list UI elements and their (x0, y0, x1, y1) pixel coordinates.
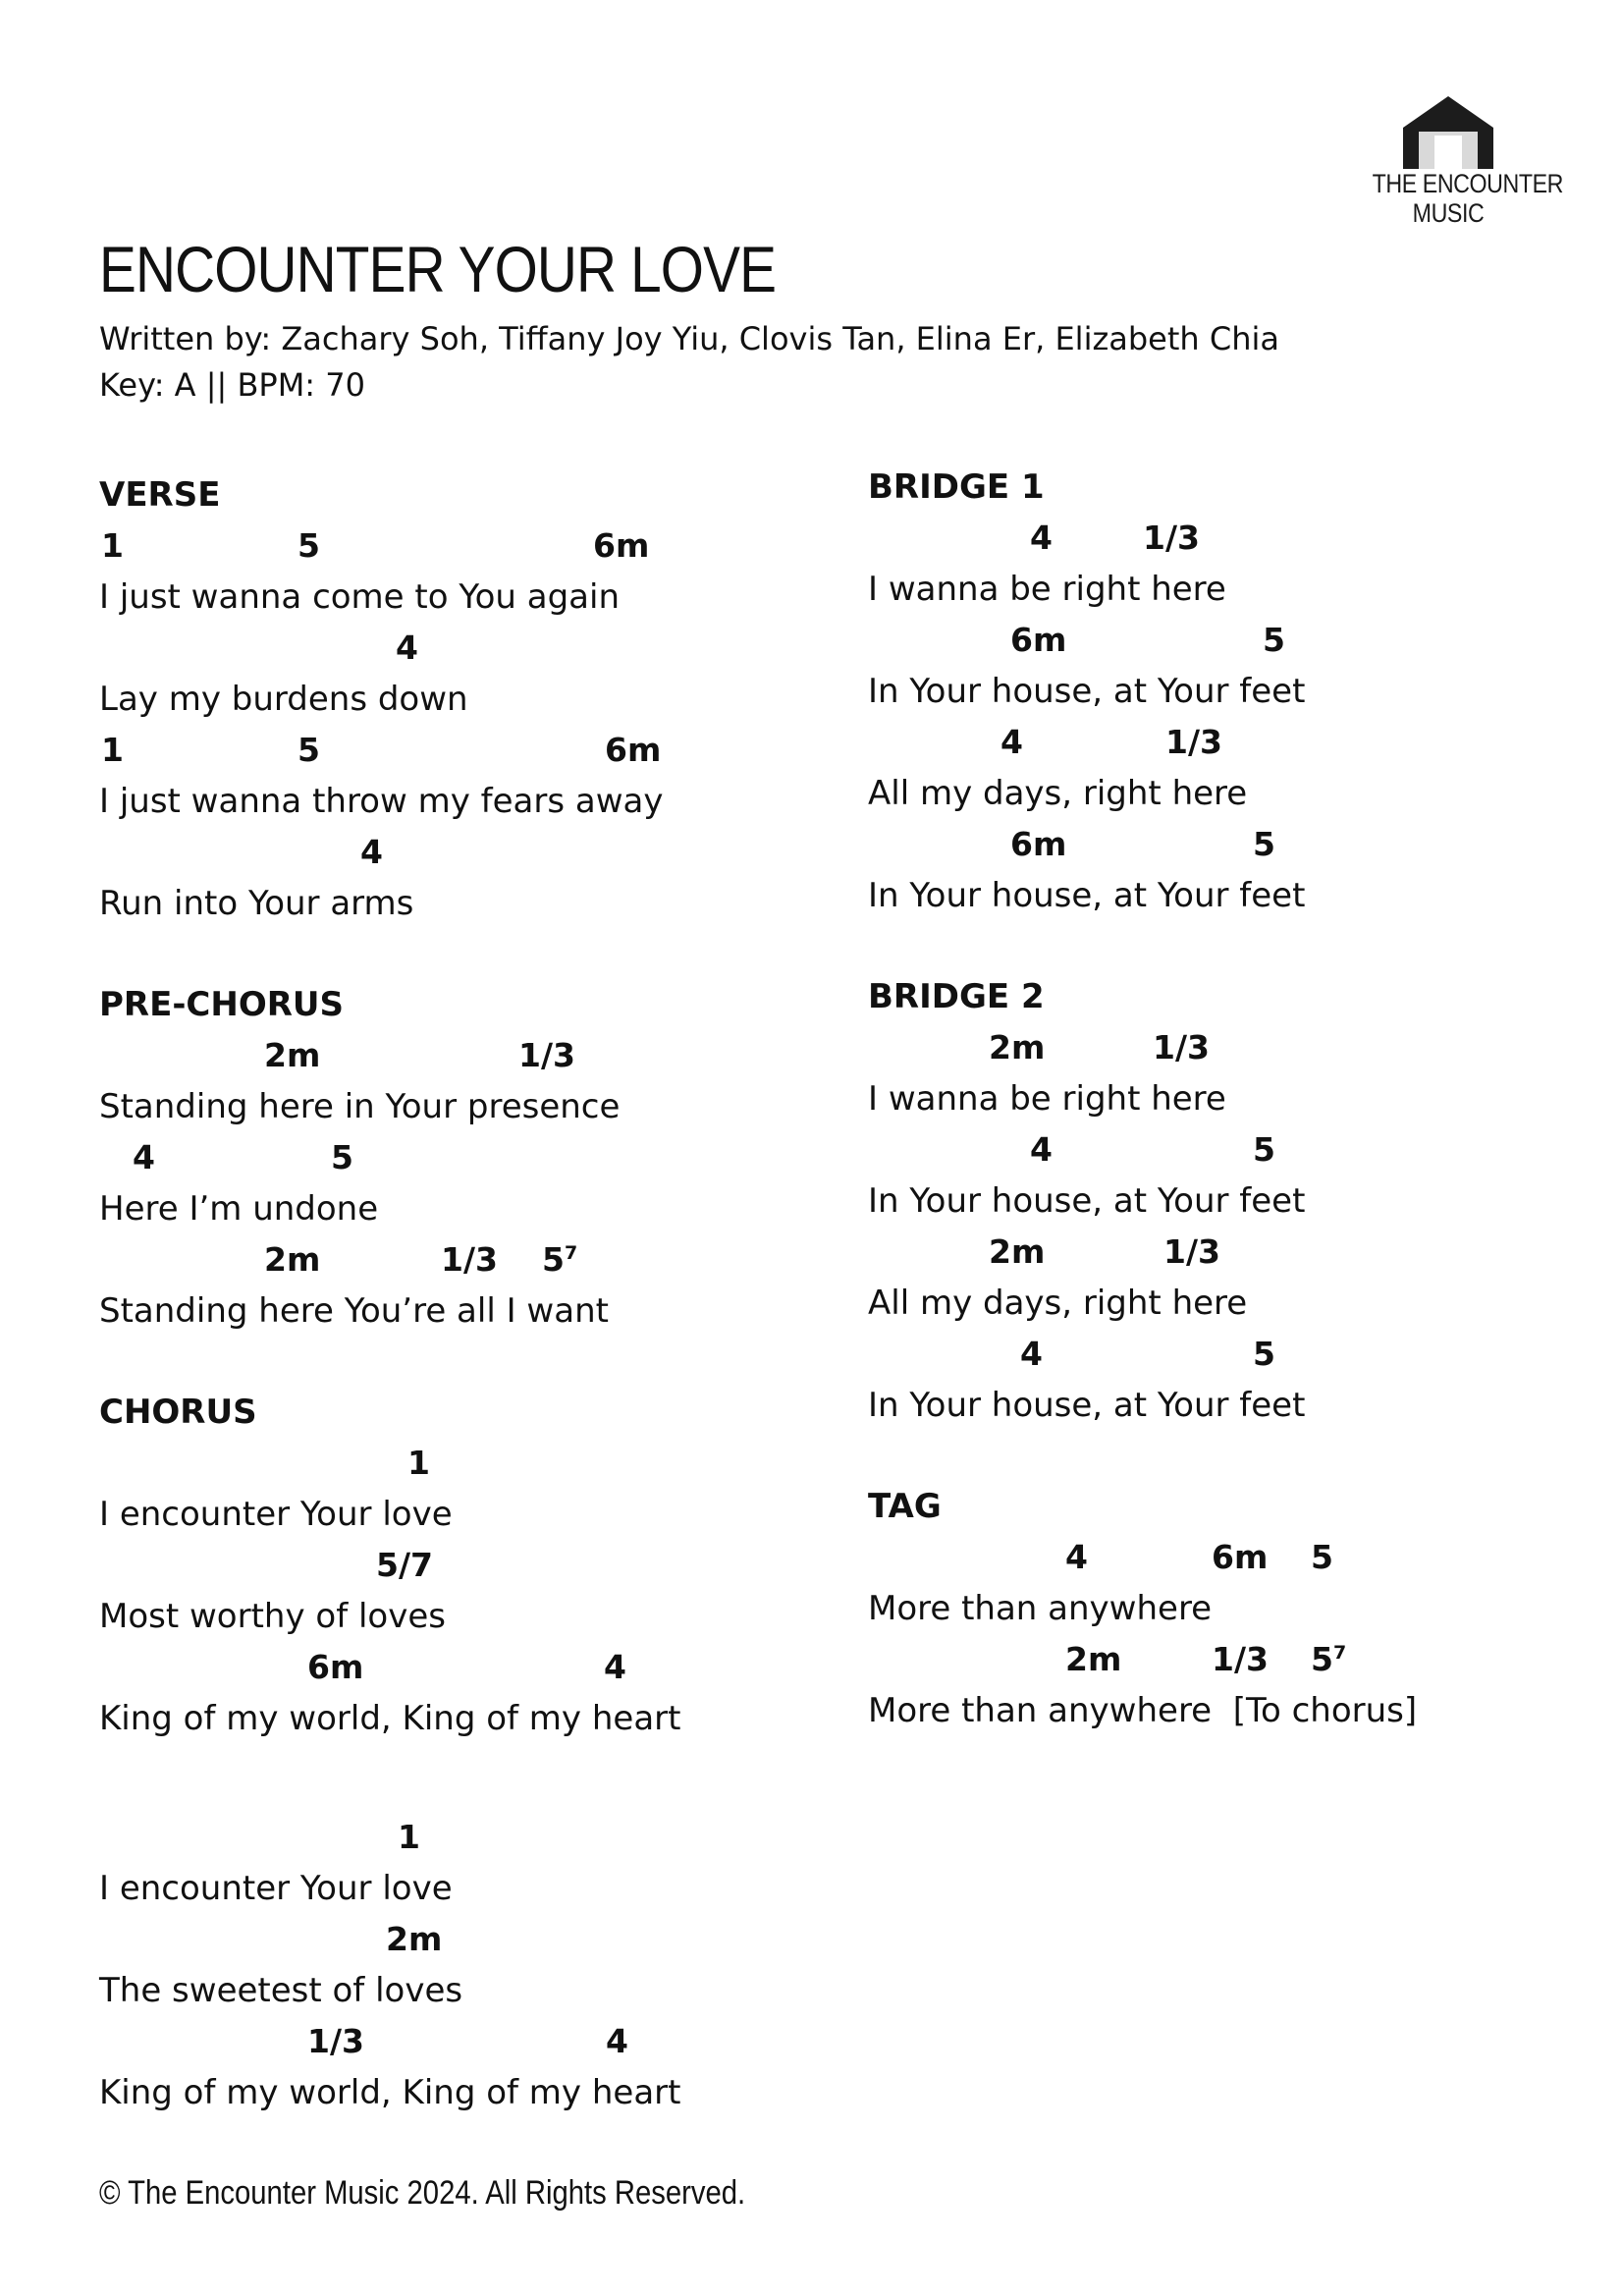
chord-row (99, 1540, 845, 1591)
chord-row (868, 513, 1614, 564)
right-column (868, 462, 1614, 1736)
key-and-bpm: Key: A || BPM: 70 (99, 366, 365, 404)
chord: 4 (1030, 519, 1053, 557)
chord-row (99, 1234, 845, 1285)
lyric-line: Standing here You’re all I want (99, 1291, 609, 1331)
chord: 5 (1263, 621, 1285, 659)
chord-row (868, 819, 1614, 870)
lyric-line: Lay my burdens down (99, 680, 468, 719)
chord-superscript: 7 (564, 1242, 578, 1264)
chord-row (868, 1329, 1614, 1380)
chord: 1/3 (1153, 1028, 1210, 1066)
section-title-verse: VERSE (99, 475, 221, 515)
chord: 5 (331, 1138, 353, 1176)
chord-root: 5 (1311, 1640, 1333, 1678)
chord: 4 (1020, 1335, 1043, 1373)
bridge1-section (868, 462, 1614, 921)
chord: 2m (989, 1028, 1046, 1066)
chord-row (99, 520, 845, 572)
lyric-line: King of my world, King of my heart (99, 2073, 681, 2112)
tag-section (868, 1481, 1614, 1736)
chord-row (868, 717, 1614, 768)
chord-row (868, 615, 1614, 666)
chord: 5 (1253, 825, 1275, 863)
chord-row (99, 1438, 845, 1489)
lyric-line: I just wanna throw my fears away (99, 782, 664, 821)
lyric-line: In Your house, at Your feet (868, 1386, 1306, 1425)
chord: 5/7 (376, 1546, 433, 1584)
section-title-chorus: CHORUS (99, 1393, 257, 1432)
chord: 2m (989, 1232, 1046, 1271)
chord: 6m (593, 526, 650, 565)
chord: 4 (360, 833, 383, 871)
songwriters: Written by: Zachary Soh, Tiffany Joy Yiu, Clovis Tan, Elina Er, Elizabeth Chia (99, 320, 1279, 357)
section-title-prechorus: PRE-CHORUS (99, 985, 345, 1024)
chord-row (99, 1914, 845, 1965)
chord: 6m (1212, 1538, 1269, 1576)
chord-superscript: 7 (1332, 1642, 1347, 1664)
lyric-line: Here I’m undone (99, 1189, 379, 1229)
chord: 1/3 (1165, 723, 1222, 761)
chord: 2m (386, 1920, 443, 1958)
lyric-line: Most worthy of loves (99, 1597, 446, 1636)
chord: 1/3 (307, 2022, 364, 2060)
lyric-line: More than anywhere [To chorus] (868, 1691, 1418, 1730)
lyric-line: The sweetest of loves (99, 1971, 463, 2010)
lyric-line: All my days, right here (868, 774, 1248, 813)
chord: 5 (1253, 1335, 1275, 1373)
brand-logo (1360, 96, 1563, 228)
chord-row (868, 1227, 1614, 1278)
chord-row (99, 2016, 845, 2067)
chord-row (99, 827, 845, 878)
chord-seventh (542, 1234, 577, 1290)
chord-row (99, 1132, 845, 1183)
chord-row (99, 1642, 845, 1693)
chord-seventh (1311, 1634, 1346, 1690)
chord-row (99, 1812, 845, 1863)
chord: 5 (1253, 1130, 1275, 1169)
chord: 4 (1000, 723, 1023, 761)
lyric-line: I wanna be right here (868, 570, 1226, 609)
chord: 6m (605, 731, 662, 769)
chord: 1/3 (1212, 1640, 1269, 1678)
logo-text-line-2: MUSIC (1412, 198, 1485, 228)
chord: 1 (407, 1444, 430, 1482)
bridge2-section (868, 971, 1614, 1431)
chord: 2m (264, 1036, 321, 1074)
chord: 4 (1065, 1538, 1088, 1576)
lyric-line: I encounter Your love (99, 1869, 453, 1908)
chord-row (868, 1022, 1614, 1073)
chord-root: 5 (542, 1240, 565, 1279)
chord: 5 (297, 526, 320, 565)
chord: 4 (604, 1648, 626, 1686)
chord: 2m (264, 1240, 321, 1279)
chord: 1/3 (441, 1240, 498, 1279)
lyric-line: I encounter Your love (99, 1495, 453, 1534)
section-title-tag: TAG (868, 1487, 942, 1526)
chord-row (99, 623, 845, 674)
verse-section (99, 469, 845, 929)
song-title: ENCOUNTER YOUR LOVE (99, 233, 777, 305)
chord-row (99, 725, 845, 776)
chord: 1 (398, 1818, 420, 1856)
house-icon (1403, 96, 1493, 169)
prechorus-section (99, 979, 845, 1337)
chord: 6m (1010, 621, 1067, 659)
chord: 6m (1010, 825, 1067, 863)
lyric-line: King of my world, King of my heart (99, 1699, 681, 1738)
chorus-section (99, 1387, 845, 1744)
chord-row (868, 1532, 1614, 1583)
chord: 5 (1311, 1538, 1333, 1576)
copyright-footer: © The Encounter Music 2024. All Rights Reserved. (99, 2174, 746, 2212)
lyric-line: In Your house, at Your feet (868, 1181, 1306, 1221)
lyric-line: I wanna be right here (868, 1079, 1226, 1119)
chord: 4 (396, 629, 418, 667)
chorus-section-part-2 (99, 1812, 845, 2118)
chord: 1 (101, 526, 124, 565)
chord: 1/3 (1143, 519, 1200, 557)
chord-row (868, 1634, 1614, 1685)
chord: 1/3 (1163, 1232, 1220, 1271)
lyric-line: In Your house, at Your feet (868, 672, 1306, 711)
chord: 1 (101, 731, 124, 769)
section-title-bridge1: BRIDGE 1 (868, 467, 1045, 507)
chord-row (99, 1030, 845, 1081)
chord: 6m (307, 1648, 364, 1686)
lyric-line: More than anywhere (868, 1589, 1213, 1628)
lyric-line: In Your house, at Your feet (868, 876, 1306, 915)
lyric-line: Standing here in Your presence (99, 1087, 621, 1126)
chord: 1/3 (518, 1036, 575, 1074)
chord: 5 (297, 731, 320, 769)
chord-row (868, 1124, 1614, 1175)
chord: 4 (606, 2022, 628, 2060)
logo-text-line-1: THE ENCOUNTER (1372, 169, 1563, 198)
lyric-line: Run into Your arms (99, 884, 414, 923)
chord: 4 (1030, 1130, 1053, 1169)
left-column (99, 469, 845, 2118)
lyric-line: I just wanna come to You again (99, 577, 621, 617)
lyric-line: All my days, right here (868, 1284, 1248, 1323)
chord: 2m (1065, 1640, 1122, 1678)
chord: 4 (133, 1138, 155, 1176)
section-title-bridge2: BRIDGE 2 (868, 977, 1045, 1016)
